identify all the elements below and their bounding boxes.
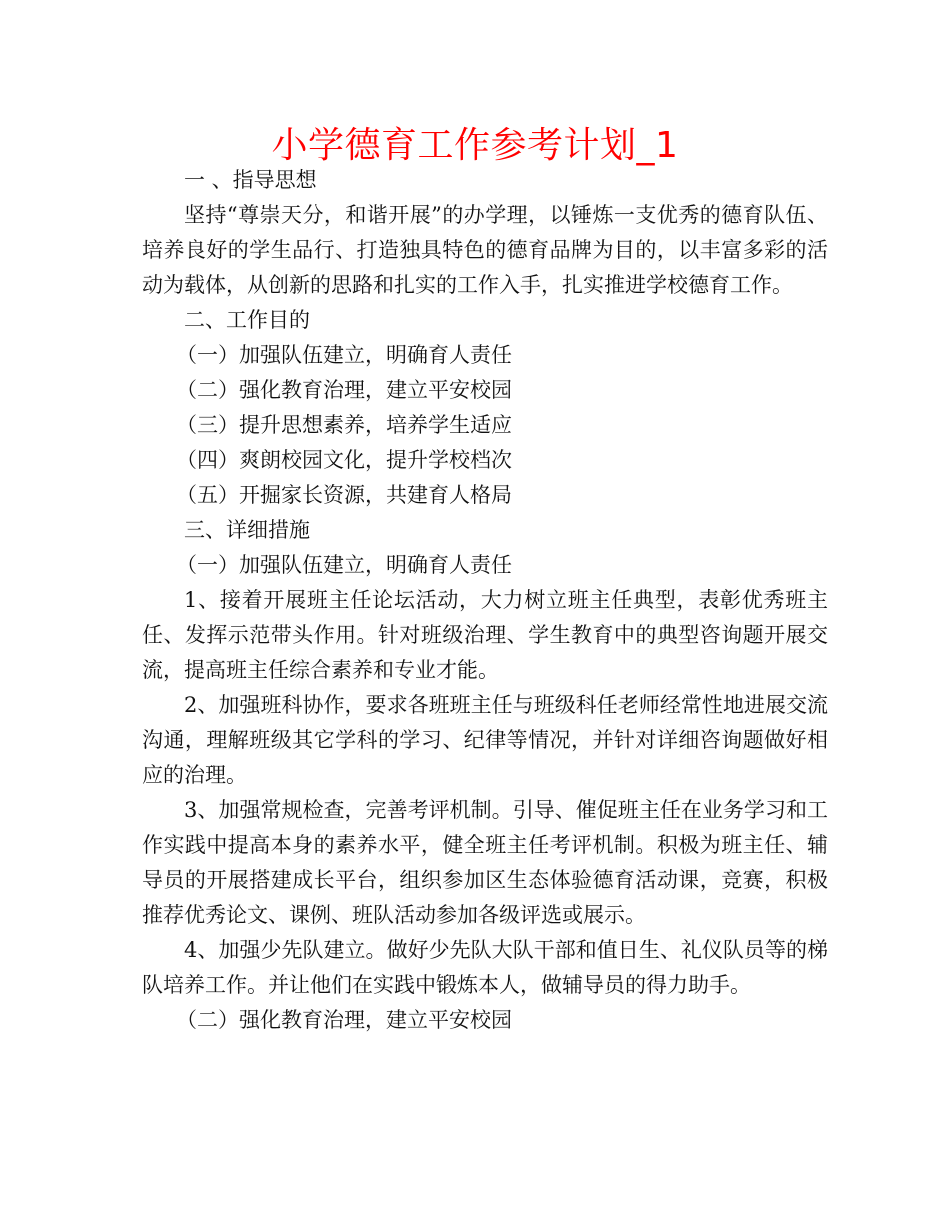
subsection-heading: （一）加强队伍建立，明确育人责任 (176, 553, 512, 577)
goal-item: （五）开掘家长资源，共建育人格局 (176, 483, 512, 507)
paragraph-guiding-thought: 坚持“尊崇天分，和谐开展”的办学理，以锤炼一支优秀的德育队伍、培养良好的学生品行、打造独具特色的德育品牌为目的，以丰富多彩的活动为载体，从创新的思路和扎实的工作入手，扎实推进学校德育工作。 (142, 203, 828, 297)
document-title: 小学德育工作参考计划_1 (271, 125, 679, 166)
measure-paragraph: 2、加强班科协作，要求各班班主任与班级科任老师经常性地进展交流沟通，理解班级其它学科的学习、纪律等情况，并针对详细咨询题做好相应的治理。 (142, 693, 828, 787)
measure-paragraph: 1、接着开展班主任论坛活动，大力树立班主任典型，表彰优秀班主任、发挥示范带头作用。针对班级治理、学生教育中的典型咨询题开展交流，提高班主任综合素养和专业才能。 (142, 588, 828, 682)
goal-item: （一）加强队伍建立，明确育人责任 (176, 343, 512, 367)
section-heading-1: 一 、指导思想 (184, 168, 317, 192)
document-body (142, 163, 828, 1038)
goal-item: （二）强化教育治理，建立平安校园 (176, 378, 512, 402)
measure-paragraph: 4、加强少先队建立。做好少先队大队干部和值日生、礼仪队员等的梯队培养工作。并让他们在实践中锻炼本人，做辅导员的得力助手。 (142, 938, 828, 997)
section-heading-2: 二、工作目的 (184, 308, 310, 332)
measure-paragraph: 3、加强常规检查，完善考评机制。引导、催促班主任在业务学习和工作实践中提高本身的素养水平，健全班主任考评机制。积极为班主任、辅导员的开展搭建成长平台，组织参加区生态体验德育活动课，竞赛，积极推荐优秀论文、课例、班队活动参加各级评选或展示。 (142, 798, 828, 927)
subsection-heading: （二）强化教育治理，建立平安校园 (176, 1008, 512, 1032)
goal-item: （三）提升思想素养，培养学生适应 (176, 413, 512, 437)
section-heading-3: 三、详细措施 (184, 518, 310, 542)
goal-item: （四）爽朗校园文化，提升学校档次 (176, 448, 512, 472)
